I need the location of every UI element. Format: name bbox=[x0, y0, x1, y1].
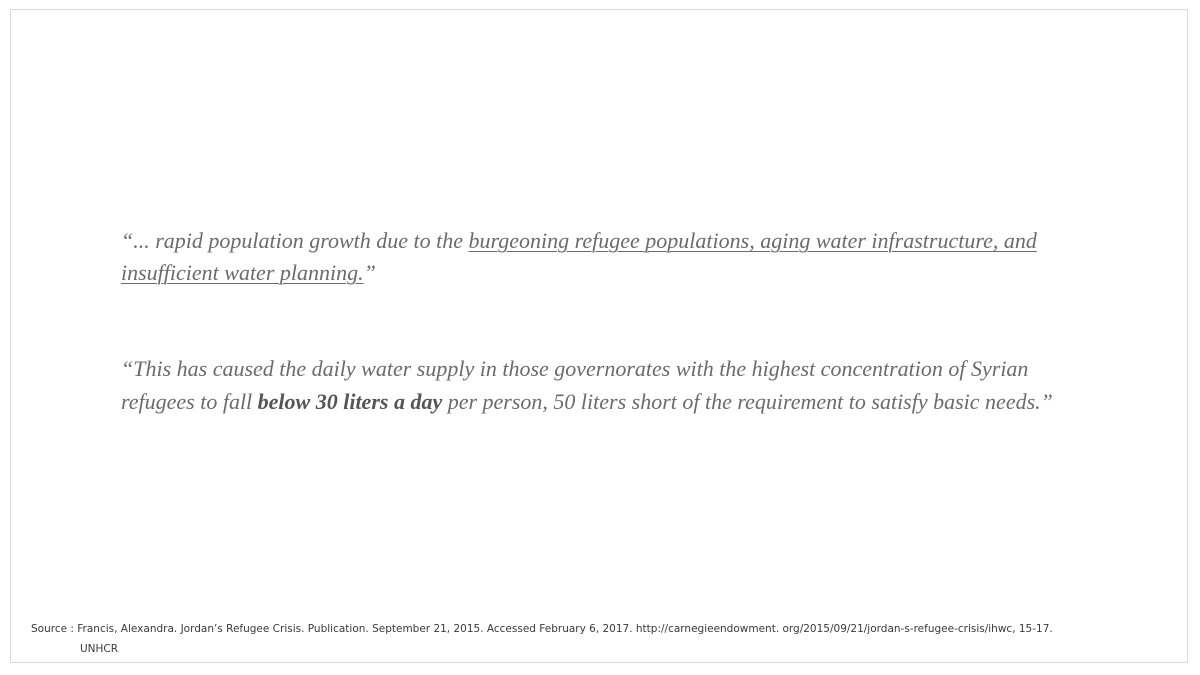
slide-frame bbox=[10, 9, 1188, 663]
quote-1-underlined-text: burgeoning refugee populations, aging water infrastructure, and insufficient water planning. bbox=[121, 228, 1037, 285]
source-citation-line-2: UNHCR bbox=[80, 643, 119, 655]
quote-2-after-text: per person, 50 liters short of the requirement to satisfy basic needs.” bbox=[442, 389, 1053, 414]
quote-rapid-population-growth bbox=[121, 225, 1081, 288]
source-citation-line-1: Source : Francis, Alexandra. Jordan’s Refugee Crisis. Publication. September 21, 2015. Accessed February 6, 2017. http://carnegieendowment. org/2015/09/21/jordan-s-refugee-crisis/ihwc, 15-17. bbox=[31, 623, 1053, 635]
quote-daily-water-supply bbox=[121, 352, 1081, 418]
source-citation bbox=[31, 619, 1181, 659]
quote-2-before-text: “This has caused the daily water supply in those governorates with the highest concentration of Syrian refugees to fall bbox=[121, 356, 1029, 414]
quote-1-open-text: “... rapid population growth due to the bbox=[121, 228, 469, 253]
quote-2-bold-text: below 30 liters a day bbox=[257, 389, 443, 414]
quote-1-close-mark: ” bbox=[363, 259, 376, 285]
